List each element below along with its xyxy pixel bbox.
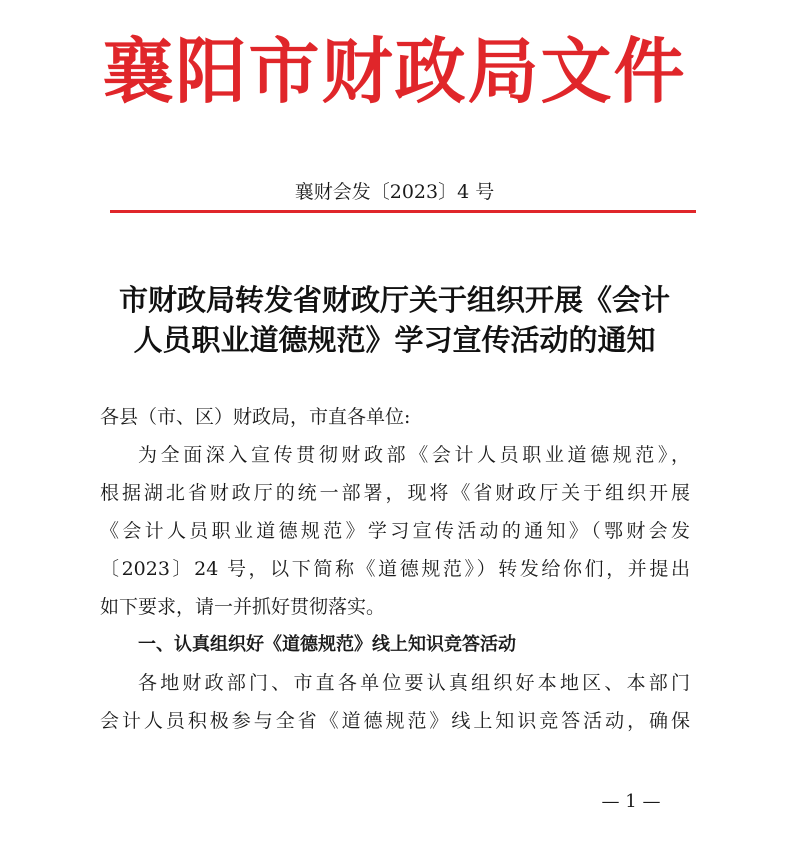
- paragraph-1-line-1: 为全面深入宣传贯彻财政部《会计人员职业道德规范》，: [138, 444, 690, 466]
- paragraph-1-line-4: 〔2023〕24 号，以下简称《道德规范》）转发给你们，并提出: [100, 558, 690, 580]
- document-title: [80, 280, 709, 360]
- paragraph-2-line-1: 各地财政部门、市直各单位要认真组织好本地区、本部门: [138, 672, 690, 694]
- section-heading-1: 一、认真组织好《道德规范》线上知识竞答活动: [138, 634, 516, 655]
- red-divider-line: [110, 210, 696, 213]
- page-number: — 1 —: [601, 791, 661, 812]
- paragraph-2-line-2: 会计人员积极参与全省《道德规范》线上知识竞答活动，确保: [100, 710, 690, 732]
- document-number: 襄财会发〔2023〕4 号: [294, 181, 495, 203]
- paragraph-1-line-2: 根据湖北省财政厅的统一部署，现将《省财政厅关于组织开展: [100, 482, 690, 504]
- document-title-line-1: 市财政局转发省财政厅关于组织开展《会计: [118, 283, 670, 317]
- paragraph-1-line-3: 《会计人员职业道德规范》学习宣传活动的通知》（鄂财会发: [100, 520, 690, 542]
- document-masthead: 襄阳市财政局文件: [102, 29, 687, 113]
- document-body: [100, 398, 690, 740]
- salutation: 各县（市、区）财政局，市直各单位:: [100, 406, 411, 428]
- paragraph-1-line-5: 如下要求，请一并抓好贯彻落实。: [100, 596, 386, 618]
- document-title-line-2: 人员职业道德规范》学习宣传活动的通知: [133, 323, 656, 357]
